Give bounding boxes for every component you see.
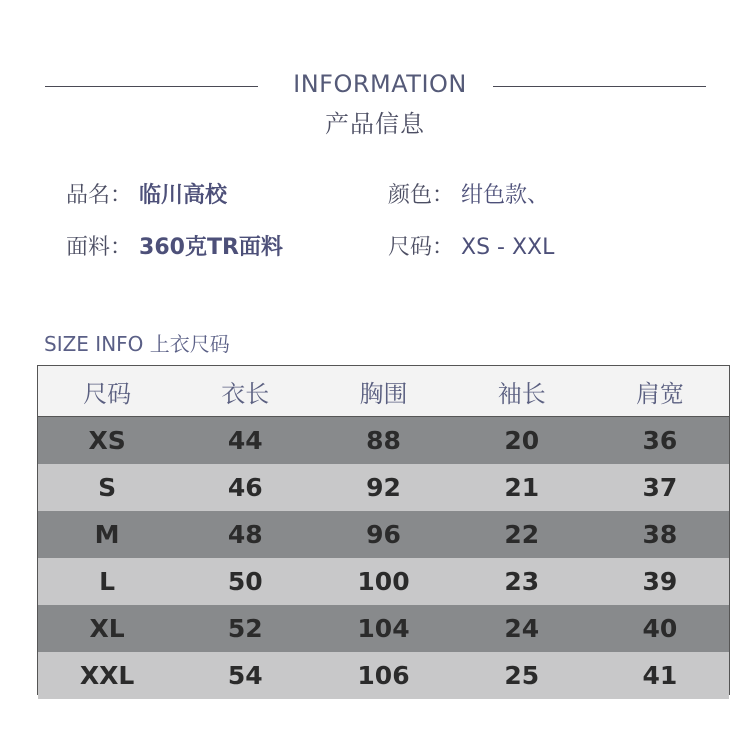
column-header: 胸围 [359,379,408,408]
table-cell: 52 [227,614,263,643]
table-cell: 40 [642,614,678,643]
fabric-value: 360克TR面料 [139,235,283,260]
table-cell: 24 [504,614,540,643]
divider-right [493,86,706,87]
color-label: 颜色： [388,183,455,208]
column-header: 肩宽 [635,379,684,408]
table-cell: 37 [642,473,678,502]
table-cell: 54 [227,661,263,690]
size-range-value: XS - XXL [461,235,555,260]
column-header: 袖长 [497,379,546,408]
table-cell: 88 [366,426,401,455]
size-range-label: 尺码： [388,235,455,260]
table-cell: 50 [227,567,263,596]
table-row [38,558,729,605]
size-table [37,365,730,695]
table-cell-size: XL [89,614,125,643]
info-color [388,178,549,209]
table-cell-size: XXL [79,661,135,690]
divider-left [45,86,258,87]
table-cell: 36 [642,426,678,455]
table-cell: 41 [642,661,678,690]
info-size-range [388,230,554,261]
table-cell: 39 [642,567,678,596]
info-fabric [66,230,283,261]
table-cell-size: L [99,567,116,596]
table-cell-size: S [98,473,117,502]
table-cell: 106 [357,661,410,690]
table-cell: 92 [366,473,401,502]
table-cell: 25 [504,661,540,690]
table-cell-size: XS [88,426,126,455]
product-name-value: 临川高校 [139,183,228,208]
table-row [38,464,729,511]
table-cell: 104 [357,614,410,643]
table-row [38,652,729,699]
table-row [38,417,729,464]
table-row [38,511,729,558]
fabric-label: 面料： [66,235,133,260]
table-cell: 48 [227,520,263,549]
product-name-label: 品名： [66,183,133,208]
table-row [38,605,729,652]
table-cell: 100 [357,567,410,596]
size-table-header [38,366,729,417]
table-cell: 46 [227,473,263,502]
table-cell: 23 [504,567,540,596]
table-cell: 20 [504,426,540,455]
table-cell: 96 [366,520,401,549]
info-product-name [66,178,227,209]
table-cell: 22 [504,520,540,549]
table-cell: 21 [504,473,540,502]
size-info-title: SIZE INFO 上衣尺码 [44,332,230,356]
column-header: 衣长 [221,379,270,408]
section-title-en: INFORMATION [293,70,467,98]
table-cell: 38 [642,520,678,549]
column-header: 尺码 [83,379,132,408]
table-cell: 44 [227,426,263,455]
table-cell-size: M [94,520,120,549]
color-value: 绀色款、 [461,183,550,208]
section-title-zh: 产品信息 [325,110,425,138]
